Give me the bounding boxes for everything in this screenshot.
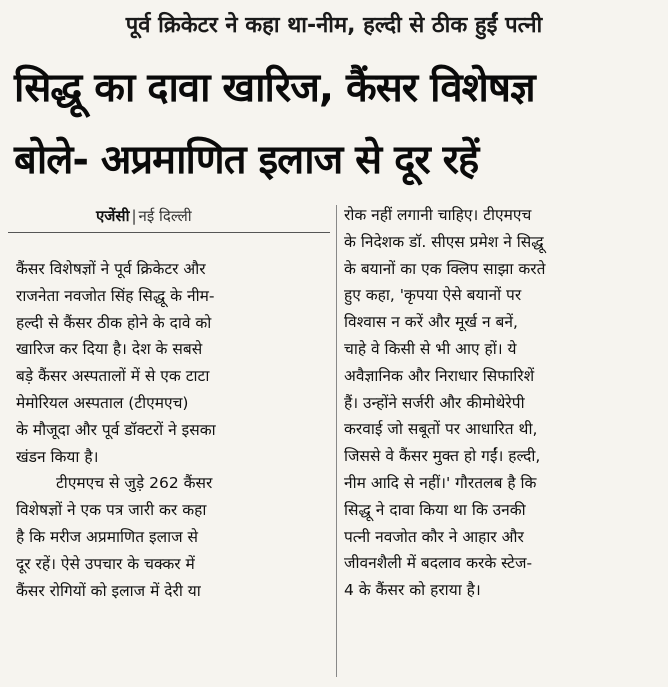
text-line: कैंसर रोगियों को इलाज में देरी या — [16, 581, 201, 600]
text-line: खारिज कर दिया है। देश के सबसे — [16, 340, 203, 359]
text-line: राजनेता नवजोत सिंह सिद्धू के नीम- — [16, 286, 215, 305]
column-divider — [336, 205, 337, 677]
text-line: के निदेशक डॉ. सीएस प्रमेश ने सिद्धू — [344, 232, 544, 251]
byline — [96, 204, 192, 228]
byline-agency: एजेंसी — [96, 207, 130, 225]
text-line: विश्वास न करें और मूर्ख न बनें, — [344, 313, 518, 332]
text-line: टीएमएच से जुड़े 262 कैंसर — [56, 474, 213, 493]
headline-line: बोले- अप्रमाणित इलाज से दूर रहें — [14, 137, 479, 183]
text-line: बड़े कैंसर अस्पतालों में से एक टाटा — [16, 367, 210, 386]
main-headline — [14, 52, 654, 196]
text-line: अवैज्ञानिक और निराधार सिफारिशें — [344, 366, 535, 385]
text-line: 4 के कैंसर को हराया है। — [344, 581, 481, 600]
text-line: चाहे वे किसी से भी आए हों। ये — [344, 339, 517, 358]
text-line: जिससे वे कैंसर मुक्त हो गईं। हल्दी, — [344, 447, 541, 466]
text-line: सिद्धू ने दावा किया था कि उनकी — [344, 500, 526, 519]
text-line: नीम आदि से नहीं।' गौरतलब है कि — [344, 473, 537, 492]
byline-separator: | — [131, 207, 137, 225]
article-column-left — [16, 256, 330, 604]
text-line: जीवनशैली में बदलाव करके स्टेज- — [344, 554, 533, 573]
text-line: हैं। उन्होंने सर्जरी और कीमोथेरेपी — [344, 393, 525, 412]
text-line: के बयानों का एक क्लिप साझा करते — [344, 259, 546, 278]
headline-line: सिद्धू का दावा खारिज, कैंसर विशेषज्ञ — [14, 65, 535, 111]
text-line: पत्नी नवजोत कौर ने आहार और — [344, 527, 524, 546]
kicker-headline: पूर्व क्रिकेटर ने कहा था-नीम, हल्दी से ठीक हुईं पत्नी — [125, 13, 543, 38]
text-line: दूर रहें। ऐसे उपचार के चक्कर में — [16, 554, 195, 573]
text-line: विशेषज्ञों ने एक पत्र जारी कर कहा — [16, 501, 207, 520]
text-line: हल्दी से कैंसर ठीक होने के दावे को — [16, 313, 212, 332]
byline-place: नई दिल्ली — [138, 207, 192, 225]
text-line: मेमोरियल अस्पताल (टीएमएच) — [16, 393, 189, 412]
text-line: के मौजूदा और पूर्व डॉक्टरों ने इसका — [16, 420, 216, 439]
text-line: खंडन किया है। — [16, 447, 99, 466]
text-line: करवाई जो सबूतों पर आधारित थी, — [344, 420, 538, 439]
text-line: रोक नहीं लगानी चाहिए। टीएमएच — [344, 206, 532, 224]
article-column-right — [344, 202, 656, 604]
byline-rule — [8, 232, 330, 233]
text-line: हुए कहा, 'कृपया ऐसे बयानों पर — [344, 286, 522, 305]
text-line: है कि मरीज अप्रमाणित इलाज से — [16, 527, 199, 546]
text-line: कैंसर विशेषज्ञों ने पूर्व क्रिकेटर और — [16, 260, 206, 278]
